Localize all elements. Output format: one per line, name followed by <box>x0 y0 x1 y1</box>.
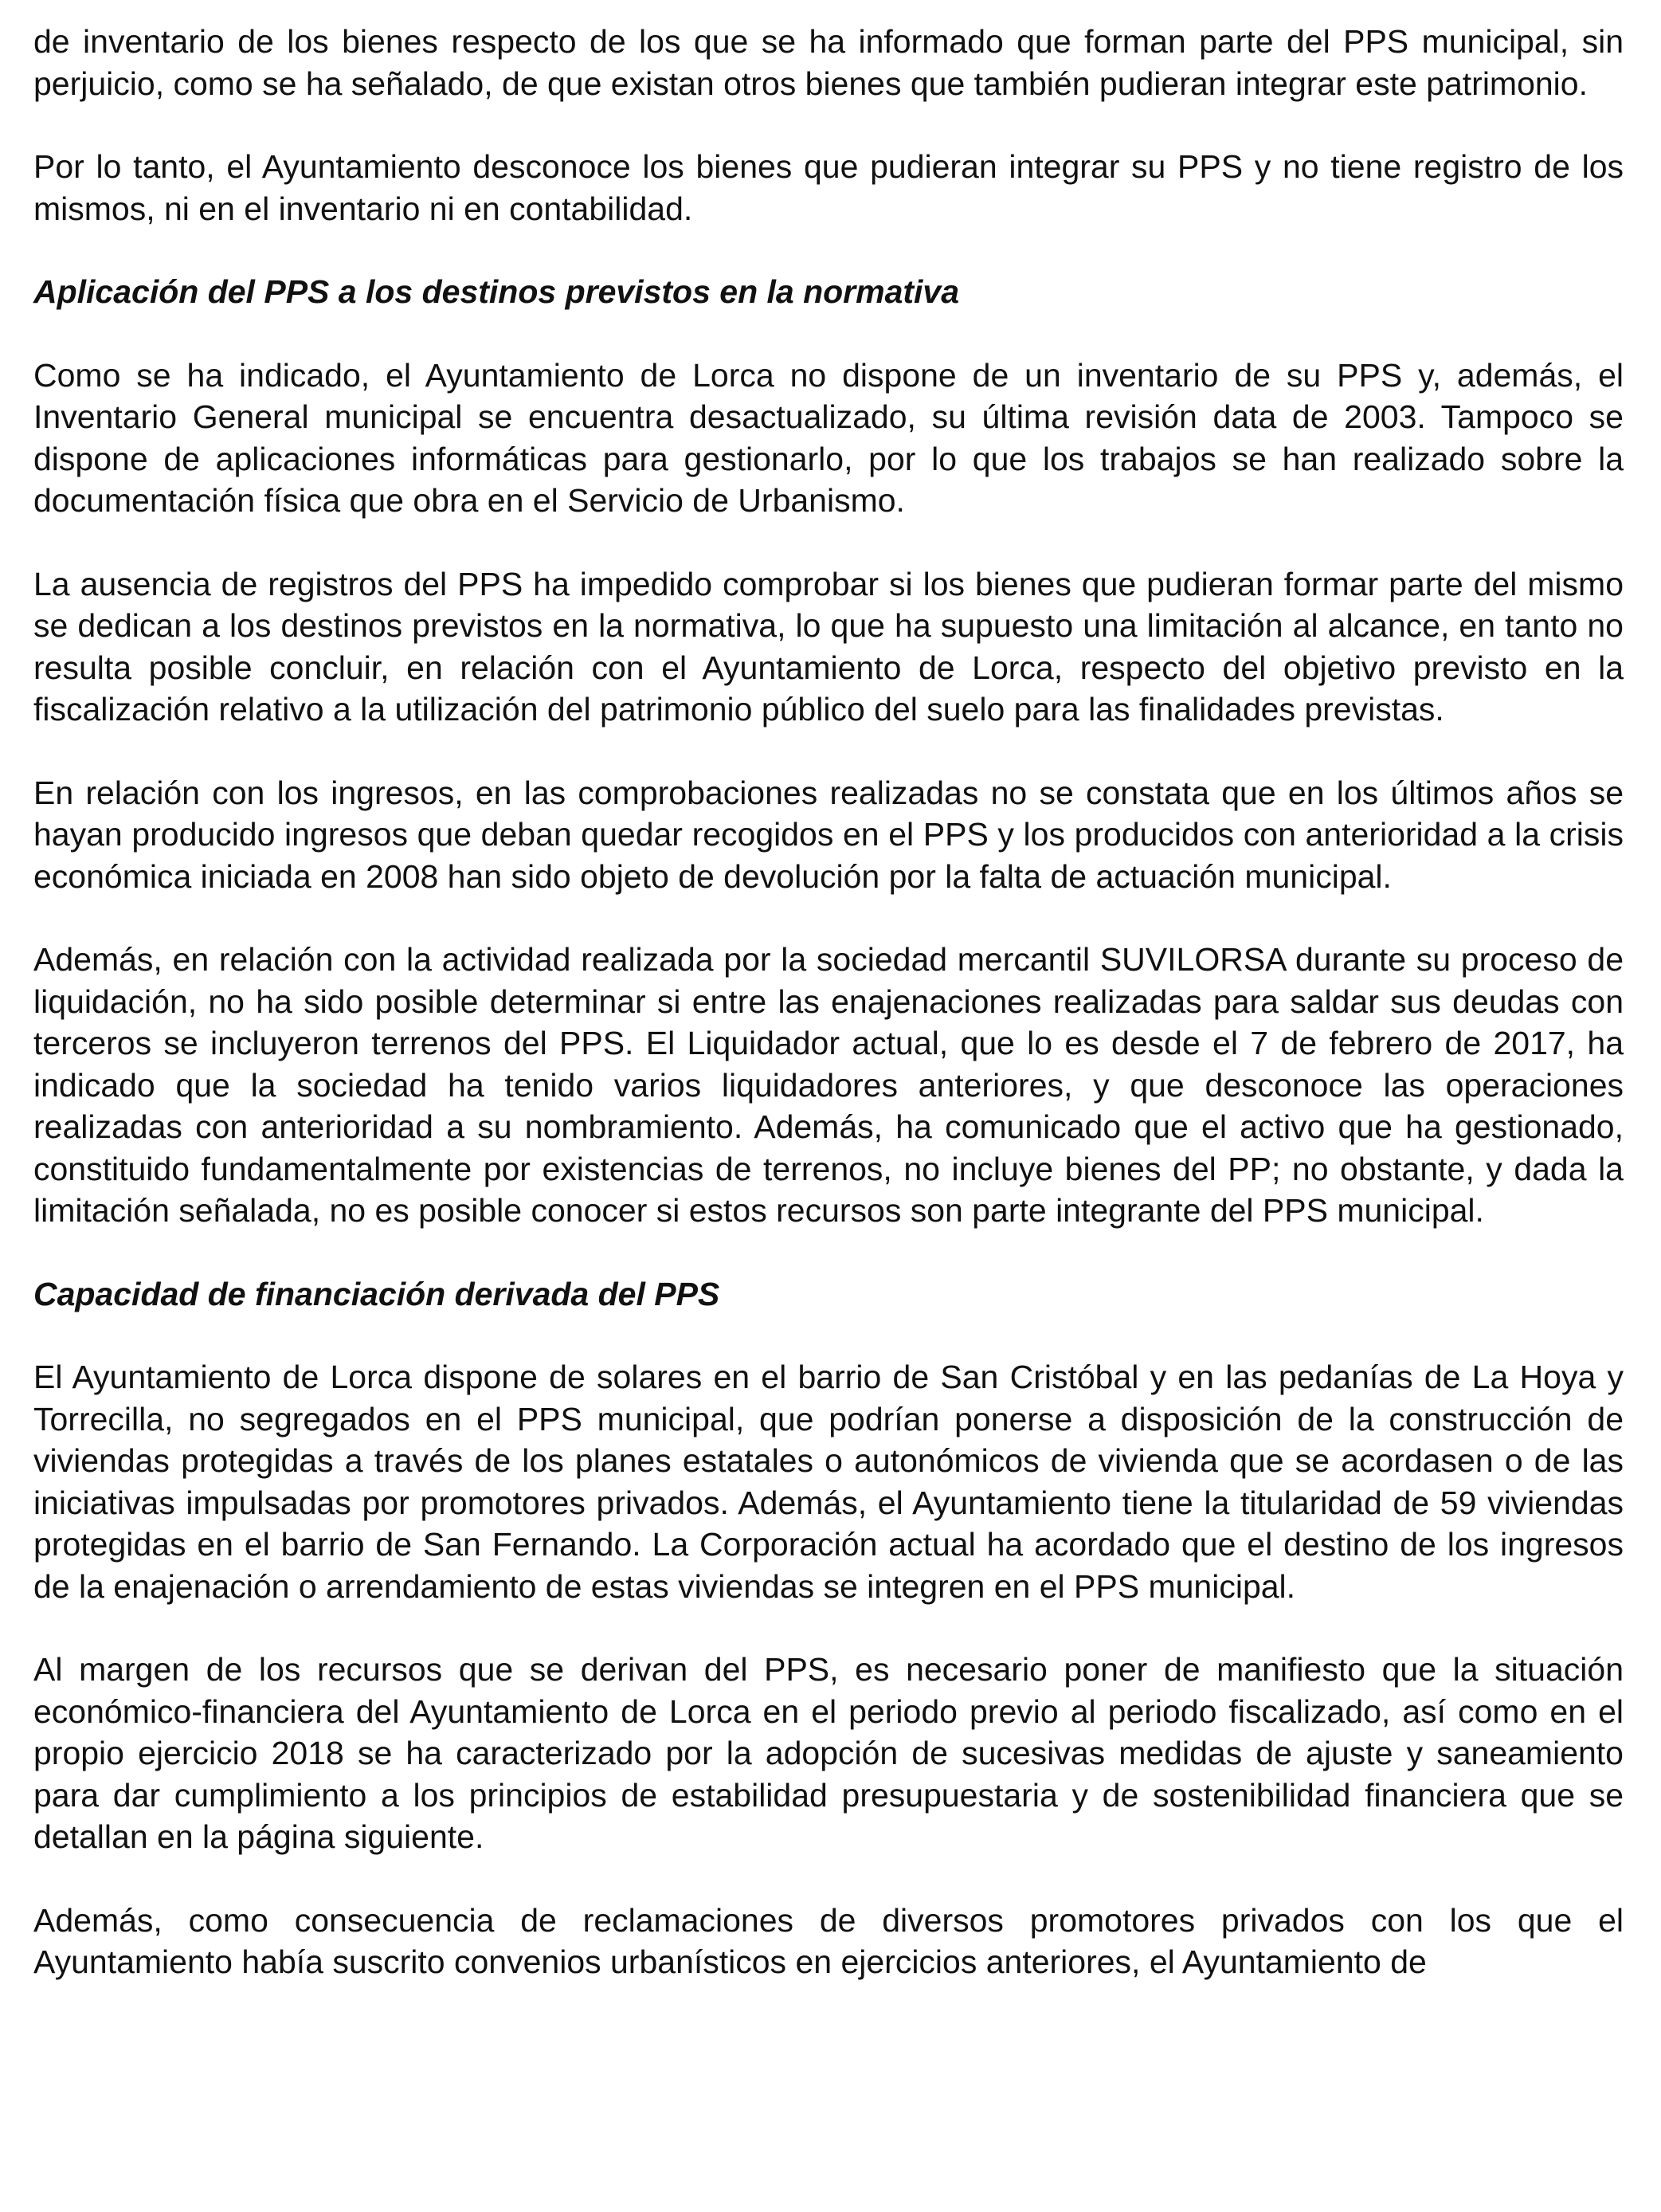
section-heading-capacidad: Capacidad de financiación derivada del PPS <box>33 1275 720 1312</box>
section-heading-aplicacion: Aplicación del PPS a los destinos previstos en la normativa <box>33 273 960 310</box>
paragraph: En relación con los ingresos, en las comprobaciones realizadas no se constata que en los últimos años se hayan producido ingresos que deban quedar recogidos en el PPS y los producidos con anterioridad a la crisis económica iniciada en 2008 han sido objeto de devolución por la falta de actuación municipal. <box>33 774 1624 895</box>
paragraph: Al margen de los recursos que se derivan del PPS, es necesario poner de manifiesto que la situación económico-financiera del Ayuntamiento de Lorca en el periodo previo al periodo fiscalizado, así como en el propio ejercicio 2018 se ha caracterizado por la adopción de sucesivas medidas de ajuste y saneamiento para dar cumplimiento a los principios de estabilidad presupuestaria y de sostenibilidad financiera que se detallan en la página siguiente. <box>33 1651 1624 1855</box>
paragraph: Además, en relación con la actividad realizada por la sociedad mercantil SUVILORSA durante su proceso de liquidación, no ha sido posible determinar si entre las enajenaciones realizadas para saldar sus deudas con terceros se incluyeron terrenos del PPS. El Liquidador actual, que lo es desde el 7 de febrero de 2017, ha indicado que la sociedad ha tenido varios liquidadores anteriores, y que desconoce las operaciones realizadas con anterioridad a su nombramiento. Además, ha comunicado que el activo que ha gestionado, constituido fundamentalmente por existencias de terrenos, no incluye bienes del PP; no obstante, y dada la limitación señalada, no es posible conocer si estos recursos son parte integrante del PPS municipal. <box>33 941 1624 1229</box>
paragraph: El Ayuntamiento de Lorca dispone de solares en el barrio de San Cristóbal y en las pedanías de La Hoya y Torrecilla, no segregados en el PPS municipal, que podrían ponerse a disposición de la construcción de viviendas protegidas a través de los planes estatales o autonómicos de vivienda que se acordasen o de las iniciativas impulsadas por promotores privados. Además, el Ayuntamiento tiene la titularidad de 59 viviendas protegidas en el barrio de San Fernando. La Corporación actual ha acordado que el destino de los ingresos de la enajenación o arrendamiento de estas viviendas se integren en el PPS municipal. <box>33 1359 1624 1605</box>
paragraph: La ausencia de registros del PPS ha impedido comprobar si los bienes que pudieran formar parte del mismo se dedican a los destinos previstos en la normativa, lo que ha supuesto una limitación al alcance, en tanto no resulta posible concluir, en relación con el Ayuntamiento de Lorca, respecto del objetivo previsto en la fiscalización relativo a la utilización del patrimonio público del suelo para las finalidades previstas. <box>33 565 1624 728</box>
paragraph-continued: Además, como consecuencia de reclamaciones de diversos promotores privados con los que el Ayuntamiento había suscrito convenios urbanísticos en ejercicios anteriores, el Ayuntamiento de <box>33 1901 1624 1980</box>
document-page <box>33 21 1624 2025</box>
paragraph: de inventario de los bienes respecto de los que se ha informado que forman parte del PPS municipal, sin perjuicio, como se ha señalado, de que existan otros bienes que también pudieran integrar este patrimonio. <box>33 23 1624 102</box>
paragraph: Por lo tanto, el Ayuntamiento desconoce los bienes que pudieran integrar su PPS y no tiene registro de los mismos, ni en el inventario ni en contabilidad. <box>33 148 1624 227</box>
paragraph: Como se ha indicado, el Ayuntamiento de Lorca no dispone de un inventario de su PPS y, además, el Inventario General municipal se encuentra desactualizado, su última revisión data de 2003. Tampoco se dispone de aplicaciones informáticas para gestionarlo, por lo que los trabajos se han realizado sobre la documentación física que obra en el Servicio de Urbanismo. <box>33 356 1624 519</box>
